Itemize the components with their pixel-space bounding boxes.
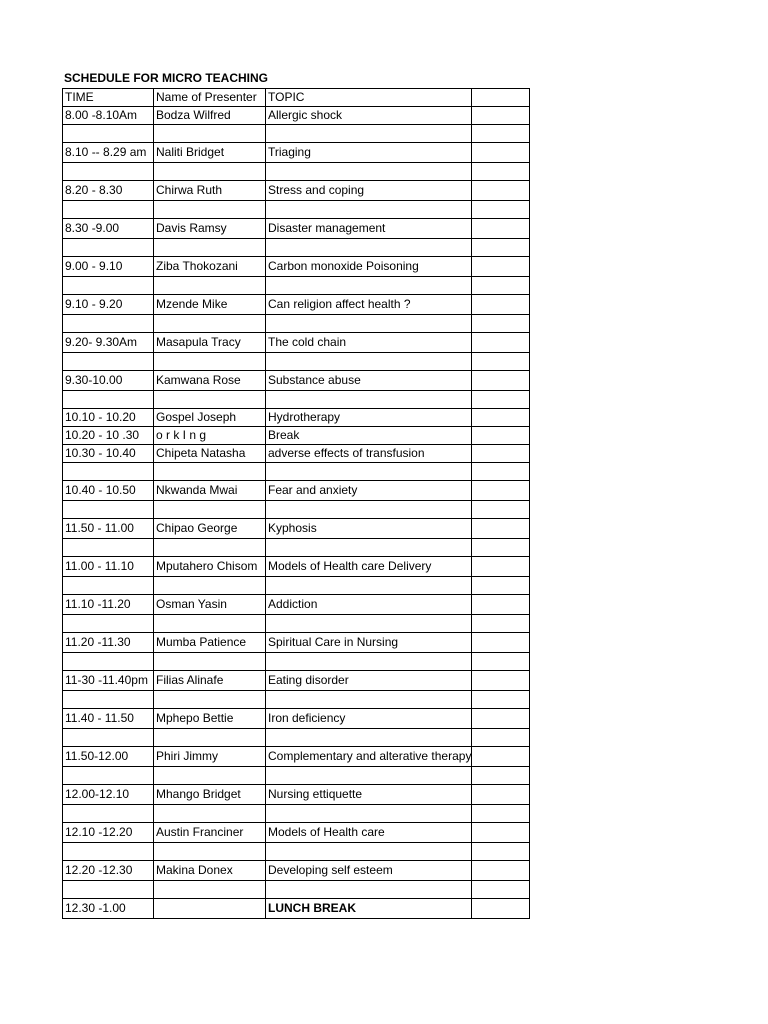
cell-time (63, 615, 154, 633)
cell-extra (472, 615, 530, 633)
cell-topic: Models of Health care (266, 823, 472, 843)
spacer-row (63, 653, 530, 671)
cell-extra (472, 881, 530, 899)
cell-topic (266, 577, 472, 595)
table-row (63, 595, 530, 615)
cell-extra (472, 557, 530, 577)
cell-presenter: Chipao George (154, 519, 266, 539)
cell-topic (266, 391, 472, 409)
cell-topic (266, 805, 472, 823)
cell-presenter: Mputahero Chisom (154, 557, 266, 577)
cell-presenter (154, 805, 266, 823)
cell-presenter: Mhango Bridget (154, 785, 266, 805)
cell-topic (266, 353, 472, 371)
cell-extra (472, 747, 530, 767)
cell-extra (472, 371, 530, 391)
table-row (63, 671, 530, 691)
cell-time: 11.50 - 11.00 (63, 519, 154, 539)
cell-topic (266, 881, 472, 899)
header-presenter: Name of Presenter (154, 89, 266, 107)
cell-topic: Complementary and alterative therapy (266, 747, 472, 767)
cell-presenter: o r k I n g (154, 427, 266, 445)
cell-time (63, 881, 154, 899)
cell-time: 9.00 - 9.10 (63, 257, 154, 277)
cell-topic: Kyphosis (266, 519, 472, 539)
cell-time: 11.40 - 11.50 (63, 709, 154, 729)
cell-time (63, 653, 154, 671)
header-topic: TOPIC (266, 89, 472, 107)
header-extra (472, 89, 530, 107)
cell-topic (266, 163, 472, 181)
cell-time: 11.10 -11.20 (63, 595, 154, 615)
cell-extra (472, 709, 530, 729)
cell-presenter: Gospel Joseph (154, 409, 266, 427)
cell-presenter: Chirwa Ruth (154, 181, 266, 201)
cell-presenter (154, 615, 266, 633)
spacer-row (63, 615, 530, 633)
schedule-table (62, 88, 530, 919)
cell-extra (472, 481, 530, 501)
cell-time: 10.10 - 10.20 (63, 409, 154, 427)
cell-topic: Break (266, 427, 472, 445)
cell-time: 10.20 - 10 .30 (63, 427, 154, 445)
spacer-row (63, 843, 530, 861)
cell-topic: Eating disorder (266, 671, 472, 691)
spacer-row (63, 353, 530, 371)
cell-presenter: Ziba Thokozani (154, 257, 266, 277)
cell-presenter (154, 125, 266, 143)
cell-presenter (154, 539, 266, 557)
cell-presenter (154, 501, 266, 519)
table-row (63, 823, 530, 843)
cell-time: 12.00-12.10 (63, 785, 154, 805)
cell-extra (472, 463, 530, 481)
cell-topic (266, 277, 472, 295)
cell-topic: Stress and coping (266, 181, 472, 201)
cell-extra (472, 201, 530, 219)
cell-presenter (154, 353, 266, 371)
cell-topic: Fear and anxiety (266, 481, 472, 501)
cell-extra (472, 843, 530, 861)
cell-time: 11.00 - 11.10 (63, 557, 154, 577)
cell-presenter (154, 729, 266, 747)
table-row (63, 709, 530, 729)
spacer-row (63, 577, 530, 595)
spacer-row (63, 501, 530, 519)
cell-presenter: Makina Donex (154, 861, 266, 881)
table-row (63, 181, 530, 201)
table-row (63, 899, 530, 919)
cell-presenter (154, 239, 266, 257)
cell-presenter (154, 277, 266, 295)
spacer-row (63, 125, 530, 143)
cell-time (63, 577, 154, 595)
cell-topic: Can religion affect health ? (266, 295, 472, 315)
cell-time: 12.30 -1.00 (63, 899, 154, 919)
cell-extra (472, 653, 530, 671)
spacer-row (63, 805, 530, 823)
table-row (63, 519, 530, 539)
cell-presenter (154, 463, 266, 481)
cell-extra (472, 427, 530, 445)
cell-extra (472, 501, 530, 519)
spacer-row (63, 277, 530, 295)
cell-time: 11.20 -11.30 (63, 633, 154, 653)
table-row (63, 445, 530, 463)
cell-presenter: Naliti Bridget (154, 143, 266, 163)
cell-presenter (154, 691, 266, 709)
cell-time: 10.30 - 10.40 (63, 445, 154, 463)
cell-presenter: Mumba Patience (154, 633, 266, 653)
cell-extra (472, 257, 530, 277)
cell-topic (266, 653, 472, 671)
cell-topic (266, 463, 472, 481)
cell-topic: LUNCH BREAK (266, 899, 472, 919)
table-row (63, 143, 530, 163)
cell-presenter: Kamwana Rose (154, 371, 266, 391)
cell-time: 10.40 - 10.50 (63, 481, 154, 501)
cell-extra (472, 143, 530, 163)
cell-time: 8.20 - 8.30 (63, 181, 154, 201)
cell-presenter: Masapula Tracy (154, 333, 266, 353)
cell-extra (472, 277, 530, 295)
table-row (63, 861, 530, 881)
spacer-row (63, 767, 530, 785)
cell-topic: Hydrotherapy (266, 409, 472, 427)
cell-topic (266, 125, 472, 143)
table-row (63, 633, 530, 653)
cell-topic (266, 501, 472, 519)
cell-presenter: Mzende Mike (154, 295, 266, 315)
cell-presenter (154, 391, 266, 409)
cell-presenter (154, 577, 266, 595)
cell-presenter (154, 881, 266, 899)
cell-time (63, 163, 154, 181)
cell-presenter: Chipeta Natasha (154, 445, 266, 463)
cell-extra (472, 409, 530, 427)
cell-time (63, 501, 154, 519)
cell-time (63, 805, 154, 823)
cell-time: 8.30 -9.00 (63, 219, 154, 239)
cell-time: 9.10 - 9.20 (63, 295, 154, 315)
header-time: TIME (63, 89, 154, 107)
cell-time (63, 201, 154, 219)
spacer-row (63, 691, 530, 709)
cell-topic (266, 201, 472, 219)
cell-topic: Allergic shock (266, 107, 472, 125)
cell-topic: Iron deficiency (266, 709, 472, 729)
cell-presenter: Filias Alinafe (154, 671, 266, 691)
cell-topic (266, 539, 472, 557)
cell-topic (266, 767, 472, 785)
cell-time: 9.20- 9.30Am (63, 333, 154, 353)
cell-extra (472, 823, 530, 843)
cell-extra (472, 595, 530, 615)
cell-time (63, 125, 154, 143)
cell-presenter (154, 843, 266, 861)
cell-presenter: Osman Yasin (154, 595, 266, 615)
cell-extra (472, 519, 530, 539)
spacer-row (63, 315, 530, 333)
cell-time (63, 691, 154, 709)
cell-topic: Triaging (266, 143, 472, 163)
cell-time: 8.10 -- 8.29 am (63, 143, 154, 163)
cell-extra (472, 219, 530, 239)
cell-topic: Substance abuse (266, 371, 472, 391)
table-row (63, 295, 530, 315)
cell-topic: Disaster management (266, 219, 472, 239)
cell-topic: Developing self esteem (266, 861, 472, 881)
cell-extra (472, 539, 530, 557)
cell-topic: Addiction (266, 595, 472, 615)
table-row (63, 481, 530, 501)
cell-presenter: Nkwanda Mwai (154, 481, 266, 501)
cell-topic (266, 691, 472, 709)
table-row (63, 409, 530, 427)
spacer-row (63, 881, 530, 899)
cell-topic (266, 239, 472, 257)
cell-extra (472, 577, 530, 595)
spacer-row (63, 163, 530, 181)
cell-topic: Nursing ettiquette (266, 785, 472, 805)
table-row (63, 747, 530, 767)
cell-topic: Carbon monoxide Poisoning (266, 257, 472, 277)
cell-extra (472, 899, 530, 919)
cell-time: 9.30-10.00 (63, 371, 154, 391)
table-row (63, 785, 530, 805)
cell-extra (472, 163, 530, 181)
table-row (63, 219, 530, 239)
cell-presenter (154, 315, 266, 333)
cell-topic: The cold chain (266, 333, 472, 353)
spacer-row (63, 239, 530, 257)
cell-time: 8.00 -8.10Am (63, 107, 154, 125)
cell-extra (472, 691, 530, 709)
cell-topic (266, 315, 472, 333)
table-header-row (63, 89, 530, 107)
cell-extra (472, 239, 530, 257)
cell-extra (472, 295, 530, 315)
cell-time (63, 239, 154, 257)
cell-topic (266, 615, 472, 633)
spacer-row (63, 729, 530, 747)
cell-extra (472, 445, 530, 463)
cell-extra (472, 785, 530, 805)
cell-presenter: Bodza Wilfred (154, 107, 266, 125)
cell-time (63, 729, 154, 747)
document-title: SCHEDULE FOR MICRO TEACHING (64, 71, 268, 85)
table-row (63, 257, 530, 277)
table-row (63, 427, 530, 445)
cell-time: 12.10 -12.20 (63, 823, 154, 843)
cell-extra (472, 633, 530, 653)
cell-time (63, 277, 154, 295)
cell-presenter: Phiri Jimmy (154, 747, 266, 767)
cell-time: 11-30 -11.40pm (63, 671, 154, 691)
cell-time (63, 463, 154, 481)
cell-extra (472, 861, 530, 881)
table-row (63, 371, 530, 391)
schedule-table-body (63, 89, 530, 919)
cell-presenter (154, 653, 266, 671)
spacer-row (63, 463, 530, 481)
table-row (63, 333, 530, 353)
cell-presenter (154, 201, 266, 219)
cell-presenter: Mphepo Bettie (154, 709, 266, 729)
cell-extra (472, 315, 530, 333)
cell-topic: Spiritual Care in Nursing (266, 633, 472, 653)
cell-presenter (154, 899, 266, 919)
cell-topic: adverse effects of transfusion (266, 445, 472, 463)
cell-extra (472, 353, 530, 371)
cell-presenter (154, 767, 266, 785)
cell-extra (472, 181, 530, 201)
cell-time (63, 353, 154, 371)
cell-extra (472, 107, 530, 125)
cell-time: 11.50-12.00 (63, 747, 154, 767)
cell-extra (472, 805, 530, 823)
cell-extra (472, 333, 530, 353)
cell-extra (472, 391, 530, 409)
cell-presenter: Davis Ramsy (154, 219, 266, 239)
cell-extra (472, 729, 530, 747)
spacer-row (63, 539, 530, 557)
cell-topic: Models of Health care Delivery (266, 557, 472, 577)
table-row (63, 107, 530, 125)
spacer-row (63, 201, 530, 219)
spacer-row (63, 391, 530, 409)
cell-time (63, 391, 154, 409)
cell-time: 12.20 -12.30 (63, 861, 154, 881)
cell-time (63, 843, 154, 861)
cell-extra (472, 125, 530, 143)
cell-topic (266, 843, 472, 861)
cell-extra (472, 767, 530, 785)
cell-time (63, 767, 154, 785)
cell-time (63, 315, 154, 333)
cell-extra (472, 671, 530, 691)
cell-topic (266, 729, 472, 747)
cell-time (63, 539, 154, 557)
cell-presenter (154, 163, 266, 181)
cell-presenter: Austin Franciner (154, 823, 266, 843)
table-row (63, 557, 530, 577)
